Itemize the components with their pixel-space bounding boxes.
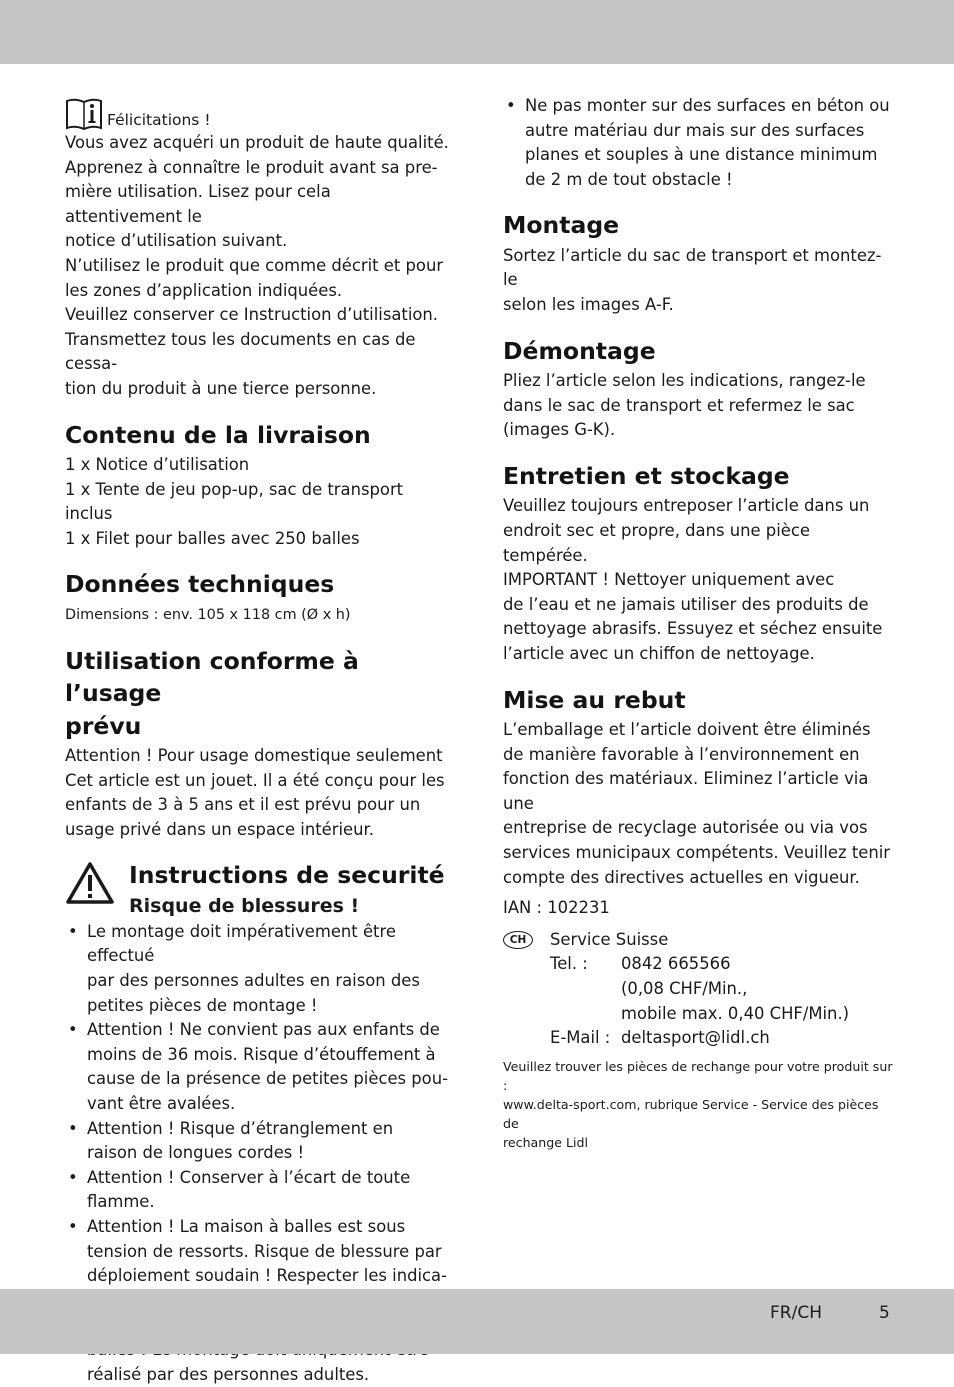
assembly-line: selon les images A-F. — [503, 295, 674, 315]
footer-language: FR/CH — [770, 1303, 822, 1323]
list-item-line: tension de ressorts. Risque de blessure par — [87, 1241, 442, 1261]
intro-line: les zones d’application indiquées. — [65, 280, 343, 300]
list-item-line: moins de 36 mois. Risque d’étouffement à — [87, 1044, 436, 1064]
list-item — [65, 1166, 450, 1215]
right-column — [503, 94, 893, 1152]
ch-country-badge: CH — [503, 931, 533, 949]
list-item-line: autre matériau dur mais sur des surfaces — [525, 120, 865, 140]
intro-line: N’utilisez le produit que comme décrit et pour — [65, 255, 444, 275]
spacer — [550, 1002, 621, 1027]
top-band — [0, 0, 954, 64]
care-line: de l’eau et ne jamais utiliser des produits de — [503, 594, 869, 614]
list-item-line: flamme. — [87, 1192, 155, 1212]
spacer — [550, 977, 621, 1002]
spare-parts-line: www.delta-sport.com, rubrique Service - Service des pièces de — [503, 1096, 879, 1131]
technical-dimensions: Dimensions : env. 105 x 118 cm (Ø x h) — [65, 606, 351, 623]
list-item-line: réalisé par des personnes adultes. — [87, 1364, 370, 1384]
intended-use-line: enfants de 3 à 5 ans et il est prévu pour un — [65, 795, 421, 815]
info-book-icon — [65, 97, 103, 131]
technical-heading: Données techniques — [65, 570, 335, 599]
care-line: Veuillez toujours entreposer l’article dans un — [503, 496, 870, 516]
list-item — [65, 920, 450, 1018]
ian-number: IAN : 102231 — [503, 898, 610, 918]
assembly-heading: Montage — [503, 211, 620, 240]
list-item — [65, 1117, 450, 1166]
contents-heading: Contenu de la livraison — [65, 420, 371, 449]
list-item-line: déploiement soudain ! Respecter les indica- — [87, 1266, 448, 1286]
safety-titles — [129, 859, 445, 920]
disposal-line: compte des directives actuelles en vigueur. — [503, 867, 860, 887]
list-item-line: • Attention ! Ne convient pas aux enfants de — [87, 1020, 440, 1040]
contents-line: 1 x Tente de jeu pop-up, sac de transport inclus — [65, 479, 404, 524]
disposal-line: services municipaux compétents. Veuillez tenir — [503, 843, 891, 863]
disassembly-line: (images G-K). — [503, 420, 616, 440]
list-item — [65, 1018, 450, 1116]
intro-line: mière utilisation. Lisez pour cela attentivement le — [65, 182, 331, 226]
intended-use-heading-line2: prévu — [65, 711, 142, 740]
tel-mobile-rate: mobile max. 0,40 CHF/Min.) — [621, 1003, 850, 1023]
page-number: 5 — [879, 1303, 890, 1323]
assembly-line: Sortez l’article du sac de transport et montez-le — [503, 245, 882, 290]
list-item-line: • Attention ! La maison à balles est sous — [87, 1217, 406, 1236]
disposal-heading: Mise au rebut — [503, 685, 686, 714]
service-contact — [503, 928, 893, 1051]
safety-heading-block — [65, 859, 450, 920]
disposal-line: de manière favorable à l’environnement en — [503, 744, 860, 764]
list-item-line: • Ne pas monter sur des surfaces en béton ou — [525, 96, 890, 115]
intended-use-heading-line1: Utilisation conforme à l’usage — [65, 646, 359, 707]
list-item-line: raison de longues cordes ! — [87, 1143, 305, 1163]
contents-line: 1 x Notice d’utilisation — [65, 455, 250, 475]
intro-line: Vous avez acquéri un produit de haute qualité. — [65, 133, 449, 152]
safety-heading: Instructions de securité — [129, 861, 445, 890]
list-item-line: vant être avalées. — [87, 1094, 236, 1114]
care-line: endroit sec et propre, dans une pièce tempérée. — [503, 521, 810, 565]
intended-use-line: usage privé dans un espace intérieur. — [65, 819, 374, 839]
care-line: l’article avec un chiffon de nettoyage. — [503, 644, 815, 663]
warning-triangle-icon — [65, 861, 115, 905]
list-item-line: par des personnes adultes en raison des — [87, 971, 420, 991]
tel-rate: (0,08 CHF/Min., — [621, 979, 748, 999]
intro-line: notice d’utilisation suivant. — [65, 231, 288, 251]
intro-text — [65, 131, 450, 402]
list-item-line: • Le montage doit impérativement être effectué — [87, 921, 396, 966]
list-item-line: petites pièces de montage ! — [87, 995, 318, 1015]
disposal-line: fonction des matériaux. Eliminez l’article via une — [503, 769, 869, 813]
email-address: deltasport@lidl.ch — [621, 1028, 770, 1048]
disposal-line: entreprise de recyclage autorisée ou via vos — [503, 818, 868, 838]
safety-list-continued — [503, 94, 893, 192]
tel-number: 0842 665566 — [621, 954, 731, 974]
safety-subheading: Risque de blessures ! — [129, 894, 360, 917]
intro-label: Félicitations ! — [107, 111, 211, 129]
intended-use-line: Attention ! Pour usage domestique seulement — [65, 746, 443, 765]
spare-parts-note — [503, 1057, 893, 1152]
left-column — [65, 94, 450, 1387]
list-item-line: • Attention ! Conserver à l’écart de toute — [87, 1167, 411, 1187]
spare-parts-line: rechange Lidl — [503, 1134, 589, 1150]
list-item-line: • Attention ! Risque d’étranglement en — [87, 1118, 394, 1138]
email-label: E-Mail : — [550, 1028, 611, 1048]
list-item — [503, 94, 893, 192]
spare-parts-line: Veuillez trouver les pièces de rechange pour votre produit sur : — [503, 1058, 893, 1093]
disassembly-line: Pliez l’article selon les indications, rangez-le — [503, 371, 866, 391]
service-details — [550, 928, 849, 1051]
list-item-line: de 2 m de tout obstacle ! — [525, 169, 733, 189]
care-line: IMPORTANT ! Nettoyer uniquement avec — [503, 570, 835, 590]
intro-line: Apprenez à connaître le produit avant sa pre- — [65, 157, 438, 177]
list-item-line: planes et souples à une distance minimum — [525, 145, 878, 165]
care-line: nettoyage abrasifs. Essuyez et séchez ensuite — [503, 619, 883, 639]
intro-line: Transmettez tous les documents en cas de cessa- — [65, 329, 416, 374]
contents-line: 1 x Filet pour balles avec 250 balles — [65, 528, 360, 548]
tel-label: Tel. : — [550, 954, 588, 974]
intro-line: tion du produit à une tierce personne. — [65, 378, 377, 398]
intro-heading — [65, 97, 450, 131]
service-name: Service Suisse — [550, 929, 669, 949]
intended-use-heading — [65, 645, 450, 743]
intended-use-line: Cet article est un jouet. Il a été conçu pour les — [65, 770, 445, 790]
care-heading: Entretien et stockage — [503, 461, 790, 490]
list-item-line: cause de la présence de petites pièces pou- — [87, 1069, 449, 1089]
disassembly-heading: Démontage — [503, 336, 656, 365]
intro-line: Veuillez conserver ce Instruction d’utilisation. — [65, 305, 439, 325]
disassembly-line: dans le sac de transport et refermez le sac — [503, 395, 855, 415]
disposal-line: L’emballage et l’article doivent être éliminés — [503, 720, 871, 740]
